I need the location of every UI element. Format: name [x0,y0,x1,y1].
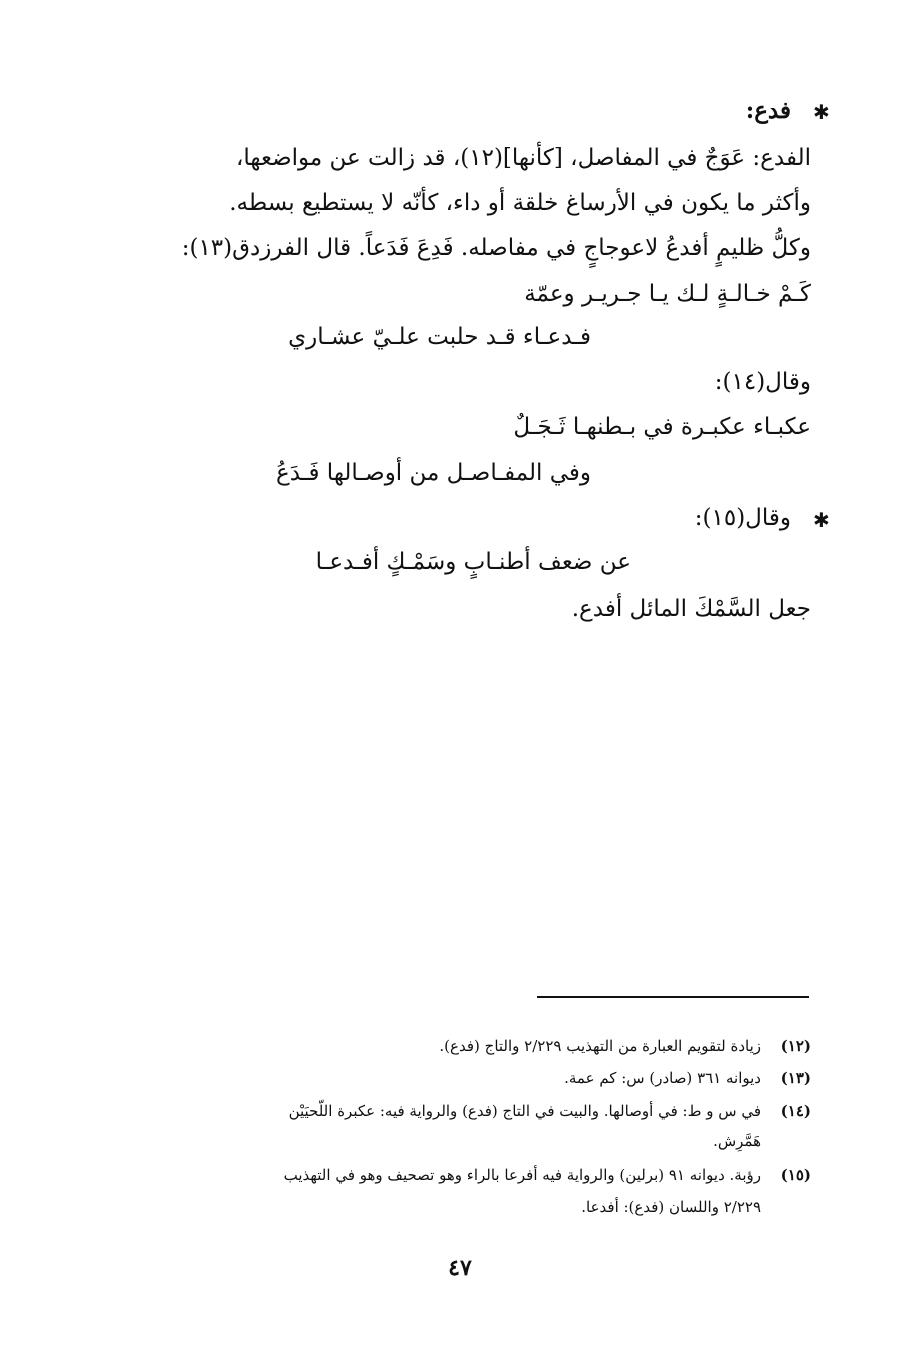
verse-2-hemistich-1: عكبـاء عكبـرة في بـطنهـا ثَـجَـلٌ [513,414,811,440]
footnote-12-text: زيادة لتقويم العبارة من التهذيب ٢/٢٢٩ والتاج (فدع). [439,1037,761,1055]
page-number: ٤٧ [448,1255,472,1281]
footnote-number-15: (١٥) [780,1166,811,1184]
footnote-number-12: (١٢) [780,1037,811,1055]
footnote-separator [537,996,809,998]
body-line-2: وأكثر ما يكون في الأرساغ خلقة أو داء، كأنّه لا يستطيع بسطه. [229,190,811,216]
closing-line: جعل السَّمْكَ المائل أفدع. [571,596,811,622]
asterisk-marker: ✱ [813,100,830,124]
body-line-3: وكلُّ ظليمٍ أفدعُ لاعوجاجٍ في مفاصله. فَدِعَ فَدَعاً. قال الفرزدق(١٣): [181,235,811,261]
asterisk-marker: ✱ [813,508,830,532]
footnote-14-text-line-2: هَمَّرِش. [713,1132,761,1150]
footnote-14-text-line-1: في س و ط: في أوصالها. والبيت في التاج (فدع) والرواية فيه: عكبرة اللّحيَيْن [288,1102,761,1120]
entry-heading: فدع: [745,97,791,124]
footnote-13-text: ديوانه ٣٦١ (صادر) س: كم عمة. [564,1069,761,1087]
quote-intro-15: وقال(١٥): [694,505,791,531]
footnote-number-14: (١٤) [780,1102,811,1120]
verse-2-hemistich-2: وفي المفـاصـل من أوصـالها فَـدَعُ [275,460,591,486]
footnote-15-text-line-2: ٢/٢٢٩ واللسان (فدع): أفدعا. [581,1198,761,1216]
body-line-1: الفدع: عَوَجٌ في المفاصل، [كأنها](١٢)، قد زالت عن مواضعها، [235,145,811,171]
verse-1-hemistich-2: فـدعـاء قـد حلبت علـيّ عشـاري [288,324,591,350]
footnote-15-text-line-1: رؤبة. ديوانه ٩١ (برلين) والرواية فيه أفرعا بالراء وهو تصحيف وهو في التهذيب [283,1166,761,1184]
verse-1-hemistich-1: كَـمْ خـالـةٍ لـك يـا جـريـر وعمّة [524,281,811,307]
footnote-number-13: (١٣) [780,1069,811,1087]
quote-intro-14: وقال(١٤): [714,369,811,395]
verse-3: عن ضعف أطنـابٍ وسَمْـكٍ أفـدعـا [315,549,631,575]
